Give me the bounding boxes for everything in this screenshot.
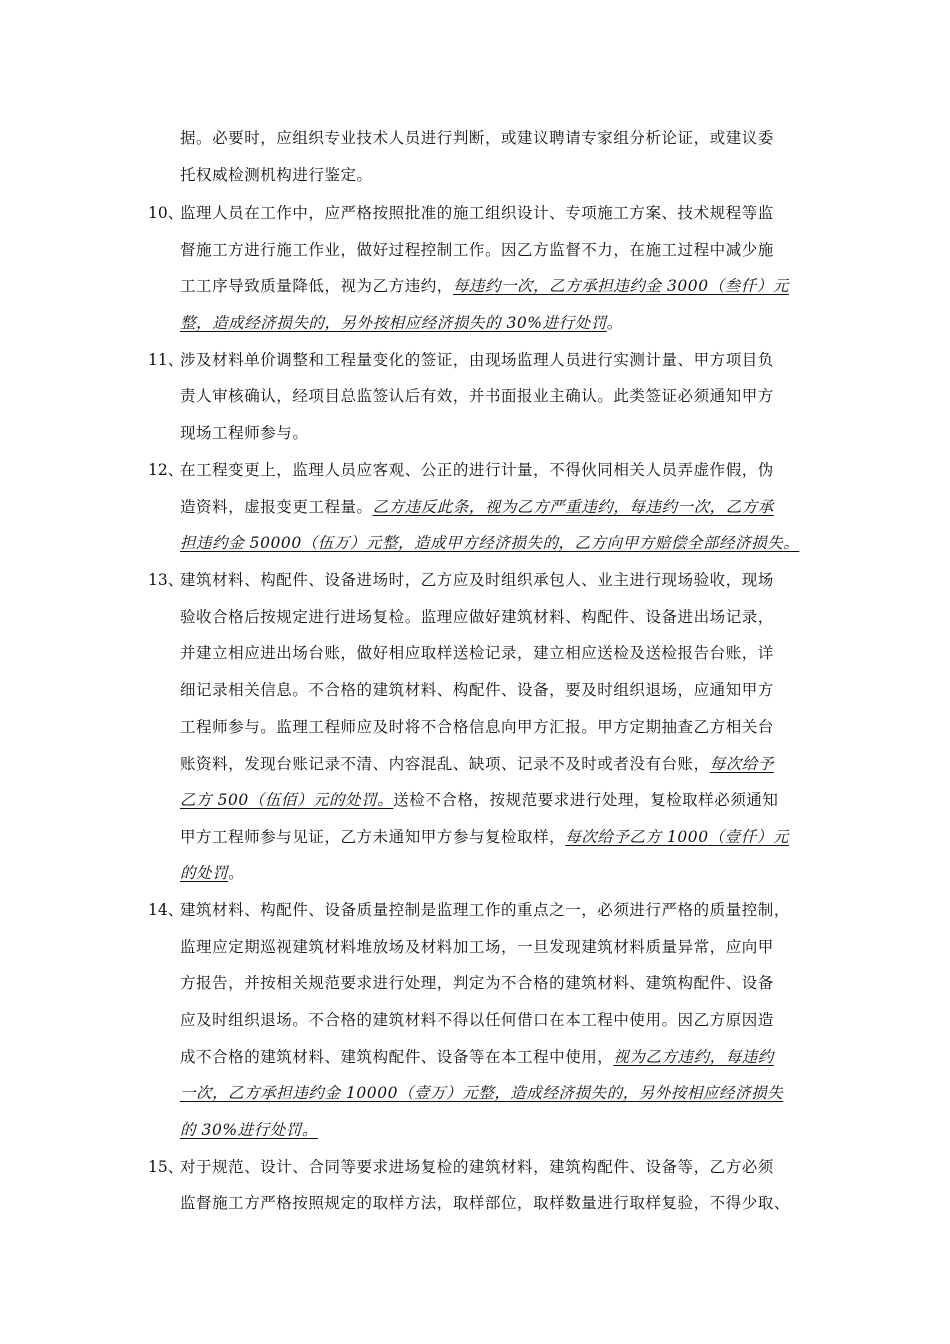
text-line [180,128,820,148]
text-line [180,607,820,627]
body-text: 造资料，虚报变更工程量。 [180,498,373,516]
clause-number: 15、 [148,1158,184,1176]
penalty-clause-text: 的处罚 [180,864,229,882]
body-text: 。 [228,864,245,882]
body-text: 细记录相关信息。不合格的建筑材料、构配件、设备，要及时组织退场，应通知甲方 [180,681,774,699]
text-line [180,973,820,993]
body-text: 建筑材料、构配件、设备质量控制是监理工作的重点之一，必须进行严格的质量控制， [180,901,790,919]
text-line [180,790,820,810]
penalty-clause-text: 乙方 500（伍佰）元的处罚。 [180,791,394,809]
body-text: 监理人员在工作中，应严格按照批准的施工组织设计、专项施工方案、技术规程等监 [180,204,774,222]
text-line [180,497,820,517]
body-text: 工程师参与。监理工程师应及时将不合格信息向甲方汇报。甲方定期抽查乙方相关台 [180,718,774,736]
clause-number: 12、 [148,461,184,479]
body-text: 据。必要时，应组织专业技术人员进行判断，或建议聘请专家组分析论证，或建议委 [180,129,774,147]
text-line [180,203,820,223]
body-text: 在工程变更上，监理人员应客观、公正的进行计量，不得伙同相关人员弄虚作假，伪 [180,461,774,479]
penalty-clause-text: 每次给予 [709,755,774,773]
body-text: 督施工方进行施工作业，做好过程控制工作。因乙方监督不力，在施工过程中减少施 [180,241,774,259]
text-line [180,1120,820,1140]
body-text: 。 [606,314,623,332]
body-text: 应及时组织退场。不合格的建筑材料不得以任何借口在本工程中使用。因乙方原因造 [180,1011,774,1029]
penalty-clause-text: 一次，乙方承担违约金 10000（壹万）元整，造成经济损失的，另外按相应经济损失 [180,1084,784,1102]
clause-number: 13、 [148,571,184,589]
text-line [180,386,820,406]
text-line [180,643,820,663]
text-line [180,533,820,553]
body-text: 建筑材料、构配件、设备进场时，乙方应及时组织承包人、业主进行现场验收，现场 [180,571,774,589]
body-text: 方报告，并按相关规范要求进行处理，判定为不合格的建筑材料、建筑构配件、设备 [180,974,774,992]
text-line [180,165,820,185]
text-line [180,937,820,957]
body-text: 监督施工方严格按照规定的取样方法，取样部位，取样数量进行取样复验，不得少取、 [180,1194,790,1212]
body-text: 成不合格的建筑材料、建筑构配件、设备等在本工程中使用， [180,1048,614,1066]
body-text: 监理应定期巡视建筑材料堆放场及材料加工场，一旦发现建筑材料质量异常，应向甲 [180,938,774,956]
body-text: 甲方工程师参与见证，乙方未通知甲方参与复检取样， [180,828,566,846]
penalty-clause-text: 视为乙方违约，每违约 [613,1048,774,1066]
body-text: 对于规范、设计、合同等要求进场复检的建筑材料，建筑构配件、设备等，乙方必须 [180,1158,774,1176]
penalty-clause-text: 的 30%进行处罚。 [180,1121,318,1139]
text-line [180,1047,820,1067]
clause-number: 11、 [148,351,184,369]
text-line [180,1193,820,1213]
penalty-clause-text: 整，造成经济损失的，另外按相应经济损失的 30%进行处罚 [180,314,607,332]
text-line [180,313,820,333]
clause-number: 14、 [148,901,184,919]
text-line [180,1010,820,1030]
text-line [180,460,820,480]
penalty-clause-text: 每次给予乙方 1000（壹仟）元 [565,828,789,846]
penalty-clause-text: 乙方违反此条，视为乙方严重违约，每违约一次，乙方承 [372,498,774,516]
text-line [180,423,820,443]
body-text: 工工序导致质量降低，视为乙方违约， [180,277,453,295]
body-text: 账资料，发现台账记录不清、内容混乱、缺项、记录不及时或者没有台账， [180,755,710,773]
penalty-clause-text: 每违约一次，乙方承担违约金 3000（叁仟）元 [452,277,789,295]
text-line [180,754,820,774]
body-text: 现场工程师参与。 [180,424,309,442]
body-text: 送检不合格，按规范要求进行处理，复检取样必须通知 [393,791,779,809]
body-text: 并建立相应进出场台账，做好相应取样送检记录，建立相应送检及送检报告台账，详 [180,644,774,662]
body-text: 托权威检测机构进行鉴定。 [180,166,373,184]
penalty-clause-text: 担违约金 50000（伍万）元整，造成甲方经济损失的，乙方向甲方赔偿全部经济损失。 [180,534,800,552]
text-line [180,717,820,737]
text-line [180,900,820,920]
text-line [180,680,820,700]
text-line [180,1083,820,1103]
text-line [180,570,820,590]
text-line [180,863,820,883]
text-line [180,1157,820,1177]
clause-number: 10、 [148,204,184,222]
text-line [180,827,820,847]
body-text: 责人审核确认，经项目总监签认后有效，并书面报业主确认。此类签证必须通知甲方 [180,387,774,405]
text-line [180,350,820,370]
body-text: 涉及材料单价调整和工程量变化的签证，由现场监理人员进行实测计量、甲方项目负 [180,351,774,369]
body-text: 验收合格后按规定进行进场复检。监理应做好建筑材料、构配件、设备进出场记录， [180,608,774,626]
text-line [180,240,820,260]
text-line [180,276,820,296]
